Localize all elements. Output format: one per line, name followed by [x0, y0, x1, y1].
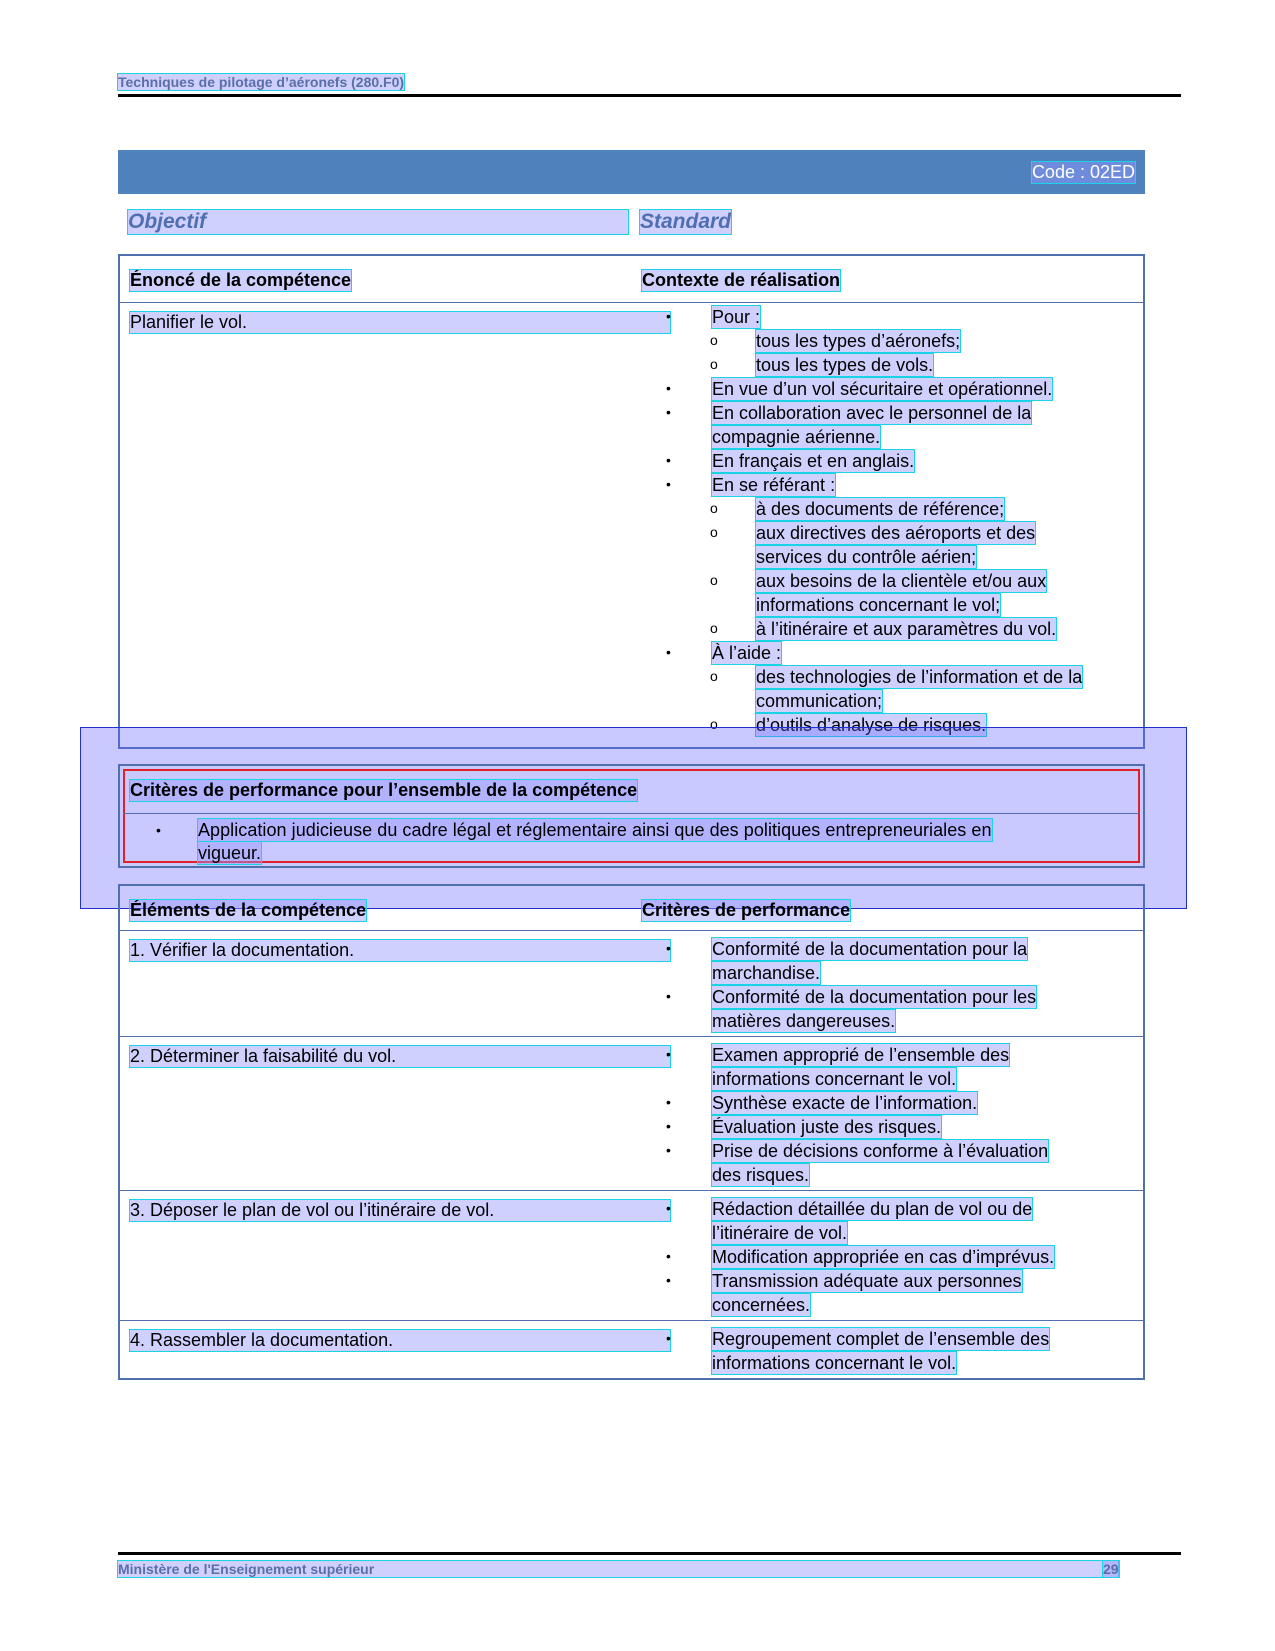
contexte-item-line: En collaboration avec le personnel de la — [712, 403, 1032, 423]
contexte-item-line: En français et en anglais. — [712, 451, 915, 471]
bullet-icon: • — [666, 476, 671, 492]
bullet-icon: • — [666, 404, 671, 420]
contexte-header: Contexte de réalisation — [642, 270, 841, 290]
contexte-item-line: À l’aide : — [712, 643, 782, 663]
element-text: 4. Rassembler la documentation. — [130, 1330, 670, 1351]
contexte-item-line: En se référant : — [712, 475, 836, 495]
document-header-title: Techniques de pilotage d’aéronefs (280.F0) — [118, 74, 405, 90]
critere-line: Évaluation juste des risques. — [712, 1117, 942, 1137]
critere-line: l’itinéraire de vol. — [712, 1223, 848, 1243]
element-text: 2. Déterminer la faisabilité du vol. — [130, 1046, 670, 1067]
critere-line: Synthèse exacte de l’information. — [712, 1093, 978, 1113]
contexte-item-line: d’outils d’analyse de risques. — [756, 715, 987, 735]
criteria-ensemble-line-1: Application judicieuse du cadre légal et réglementaire ainsi que des politiques entrepreneuriales en — [198, 820, 992, 840]
criteria-divider — [123, 813, 1140, 814]
bullet-icon: • — [666, 940, 671, 956]
contexte-item-line: à des documents de référence; — [756, 499, 1005, 519]
bullet-icon: • — [666, 1200, 671, 1216]
competence-header-divider — [120, 302, 1143, 303]
sub-bullet-circle-icon: o — [710, 524, 718, 540]
critere-line: Conformité de la documentation pour la — [712, 939, 1028, 959]
critere-line: informations concernant le vol. — [712, 1353, 957, 1373]
bullet-icon: • — [666, 308, 671, 324]
bullet-icon: • — [666, 988, 671, 1004]
enonce-text: Planifier le vol. — [130, 312, 670, 333]
bullet-icon: • — [666, 1094, 671, 1110]
sub-bullet-circle-icon: o — [710, 620, 718, 636]
bullet-icon: • — [666, 1118, 671, 1134]
standard-label: Standard — [640, 210, 732, 233]
criteria-ensemble-line-2: vigueur. — [198, 843, 262, 863]
row-divider — [120, 1320, 1143, 1321]
critere-line: Prise de décisions conforme à l’évaluation — [712, 1141, 1049, 1161]
sub-bullet-circle-icon: o — [710, 500, 718, 516]
contexte-item-line: services du contrôle aérien; — [756, 547, 977, 567]
critere-line: Modification appropriée en cas d’imprévus. — [712, 1247, 1055, 1267]
bullet-icon: • — [666, 1272, 671, 1288]
critere-line: Examen approprié de l’ensemble des — [712, 1045, 1010, 1065]
competency-code: Code : 02ED — [1031, 162, 1135, 182]
footer-rule — [118, 1552, 1181, 1555]
contexte-item-line: communication; — [756, 691, 883, 711]
elements-header-divider — [120, 930, 1143, 931]
enonce-header: Énoncé de la compétence — [130, 270, 352, 290]
bullet-icon: • — [666, 1142, 671, 1158]
critere-line: concernées. — [712, 1295, 811, 1315]
critere-line: marchandise. — [712, 963, 821, 983]
critere-line: Rédaction détaillée du plan de vol ou de — [712, 1199, 1033, 1219]
header-rule — [118, 94, 1181, 97]
contexte-item-line: aux besoins de la clientèle et/ou aux — [756, 571, 1047, 591]
element-text: 3. Déposer le plan de vol ou l’itinéraire de vol. — [130, 1200, 670, 1221]
critere-line: Transmission adéquate aux personnes — [712, 1271, 1022, 1291]
footer-ministry: Ministère de l'Enseignement supérieur — [118, 1561, 1118, 1577]
competence-table — [118, 254, 1145, 749]
critere-line: des risques. — [712, 1165, 810, 1185]
contexte-item-line: compagnie aérienne. — [712, 427, 881, 447]
critere-line: matières dangereuses. — [712, 1011, 896, 1031]
sub-bullet-circle-icon: o — [710, 572, 718, 588]
contexte-item-line: des technologies de l’information et de la — [756, 667, 1083, 687]
criteria-ensemble-title: Critères de performance pour l’ensemble de la compétence — [130, 780, 638, 800]
sub-bullet-circle-icon: o — [710, 356, 718, 372]
bullet-icon: • — [666, 1046, 671, 1062]
bullet-icon: • — [156, 822, 161, 838]
objectif-label: Objectif — [128, 210, 628, 234]
contexte-item-line: à l’itinéraire et aux paramètres du vol. — [756, 619, 1057, 639]
elements-table — [118, 884, 1145, 1380]
code-bar — [118, 150, 1145, 194]
critere-line: informations concernant le vol. — [712, 1069, 957, 1089]
contexte-item-line: tous les types de vols. — [756, 355, 934, 375]
bullet-icon: • — [666, 380, 671, 396]
bullet-icon: • — [666, 1248, 671, 1264]
contexte-item-line: tous les types d’aéronefs; — [756, 331, 961, 351]
row-divider — [120, 1036, 1143, 1037]
critere-line: Conformité de la documentation pour les — [712, 987, 1037, 1007]
sub-bullet-circle-icon: o — [710, 332, 718, 348]
contexte-item-line: aux directives des aéroports et des — [756, 523, 1036, 543]
elements-header: Éléments de la compétence — [130, 900, 367, 920]
critere-line: Regroupement complet de l’ensemble des — [712, 1329, 1050, 1349]
element-text: 1. Vérifier la documentation. — [130, 940, 670, 961]
sub-bullet-circle-icon: o — [710, 668, 718, 684]
contexte-item-line: informations concernant le vol; — [756, 595, 1001, 615]
bullet-icon: • — [666, 644, 671, 660]
bullet-icon: • — [666, 1330, 671, 1346]
page-number: 29 — [1103, 1561, 1119, 1577]
criteres-header: Critères de performance — [642, 900, 851, 920]
row-divider — [120, 1190, 1143, 1191]
contexte-item-line: Pour : — [712, 307, 761, 327]
sub-bullet-circle-icon: o — [710, 716, 718, 732]
criteria-ensemble-box — [118, 764, 1145, 868]
contexte-item-line: En vue d’un vol sécuritaire et opérationnel. — [712, 379, 1053, 399]
bullet-icon: • — [666, 452, 671, 468]
